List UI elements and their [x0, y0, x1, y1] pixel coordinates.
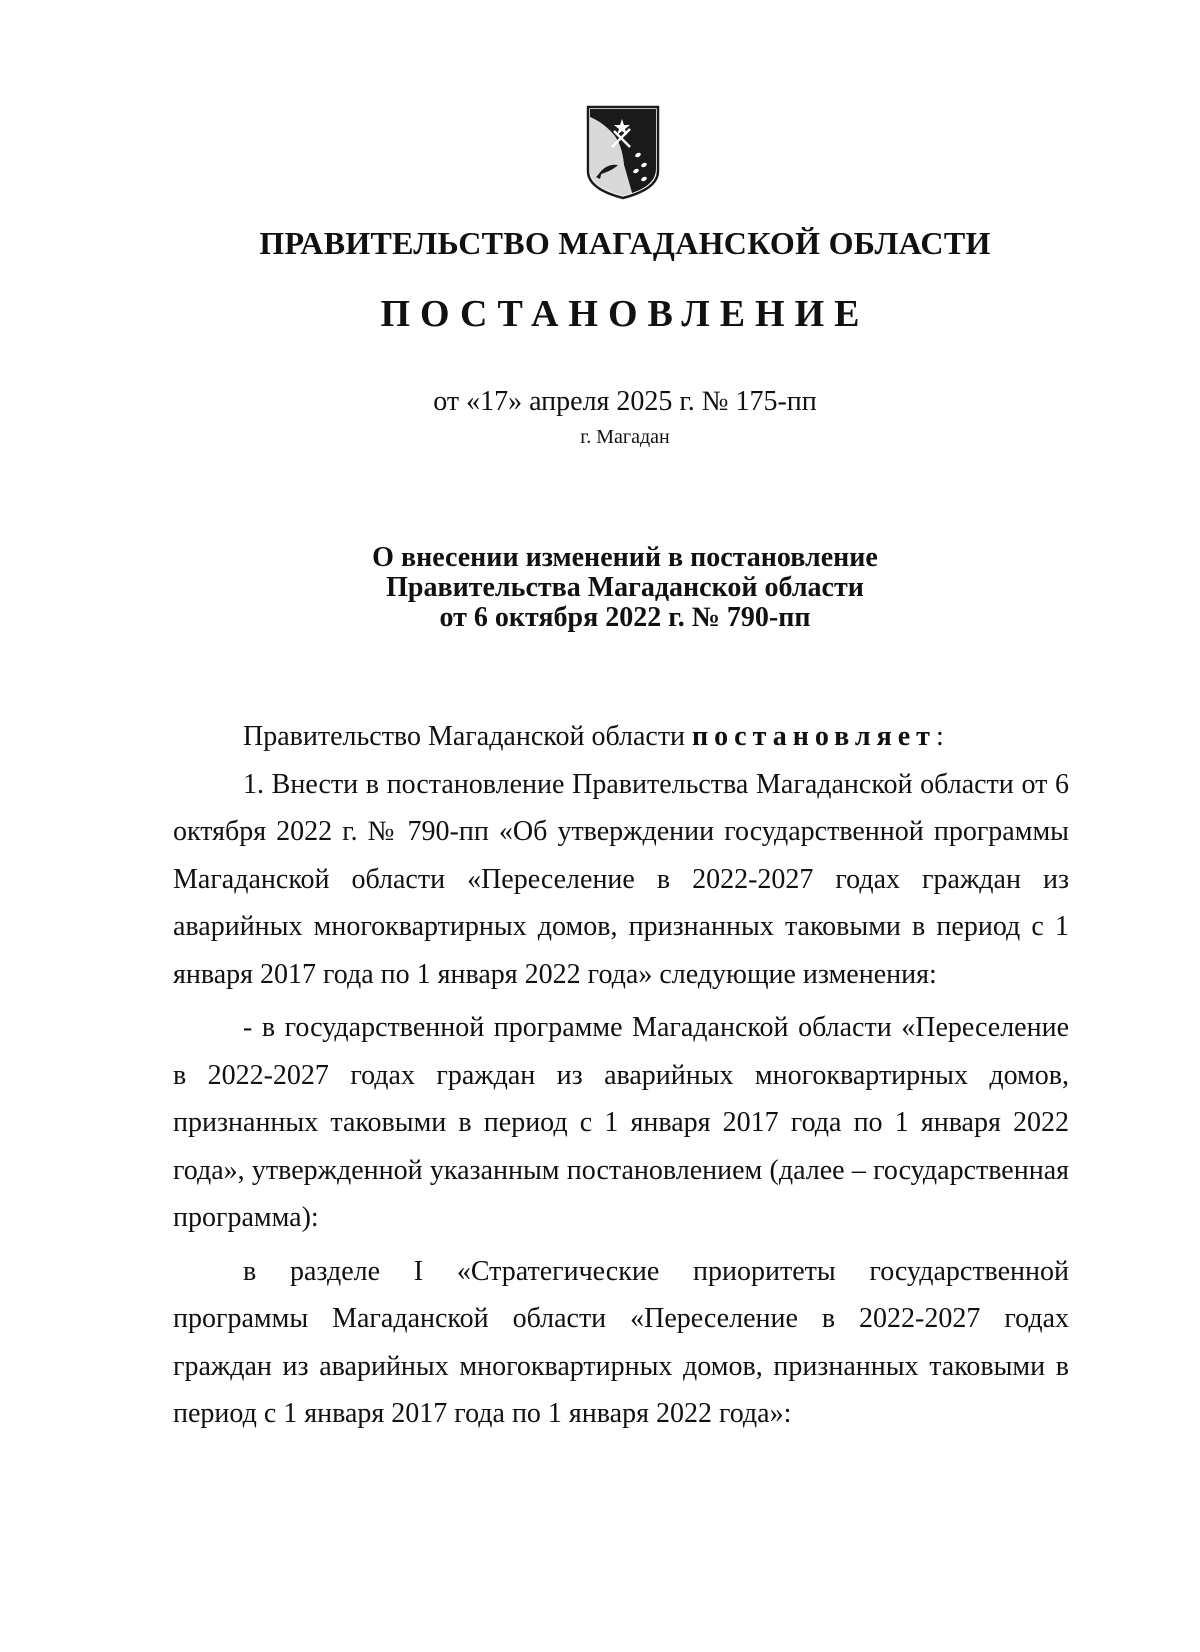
document-date-number: от «17» апреля 2025 г. № 175-пп [433, 386, 817, 417]
document-subject [0, 543, 1200, 633]
subject-line-3: от 6 октября 2022 г. № 790-пп [439, 602, 811, 633]
paragraph-1: 1. Внести в постановление Правительства Магаданской области от 6 октября 2022 г. № 790-пп «Об утверждении государственной программы Магаданской области «Переселение в 2022-2027 годах граждан из аварийных многоквартирных домов, признанных таковыми в период с 1 января 2017 года по 1 января 2022 года» следующие изменения: [173, 768, 1069, 990]
subject-line-1: О внесении изменений в постановление [372, 542, 878, 573]
coat-of-arms-icon [584, 105, 662, 200]
paragraph-2: - в государственной программе Магаданской области «Переселение в 2022-2027 годах граждан из аварийных многоквартирных домов, признанных таковыми в период с 1 января 2017 года по 1 января 2022 года», утвержденной указанным постановлением (далее – государственная программа): [173, 1012, 1069, 1233]
government-title: ПРАВИТЕЛЬСТВО МАГАДАНСКОЙ ОБЛАСТИ [259, 225, 991, 261]
preamble-paragraph [173, 713, 1069, 761]
document-body [173, 713, 1069, 1438]
paragraph-3: в разделе I «Стратегические приоритеты государственной программы Магаданской области «Переселение в 2022-2027 годах граждан из аварийных многоквартирных домов, признанных таковыми в период с 1 января 2017 года по 1 января 2022 года»: [173, 1255, 1069, 1429]
preamble-verb: постановляет [692, 721, 936, 752]
subject-line-2: Правительства Магаданской области [386, 572, 864, 603]
preamble-colon: : [935, 721, 944, 752]
document-city: г. Магадан [580, 426, 670, 448]
document-type-title: ПОСТАНОВЛЕНИЕ [380, 293, 870, 335]
preamble-lead: Правительство Магаданской области [243, 721, 693, 752]
